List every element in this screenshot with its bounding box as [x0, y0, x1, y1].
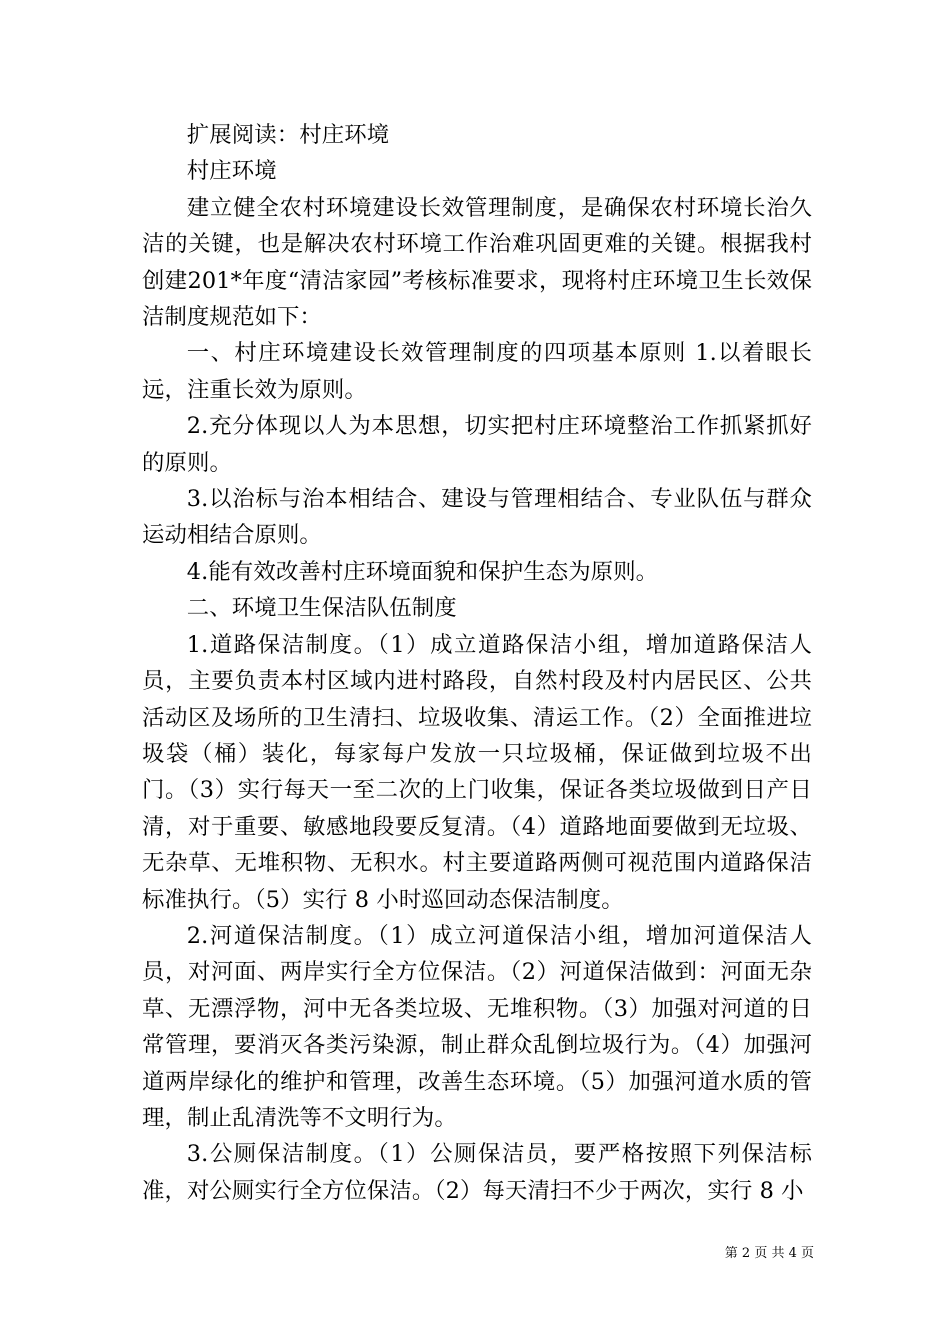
- paragraph-road-cleaning: 1.道路保洁制度。（1）成立道路保洁小组，增加道路保洁人员，主要负责本村区域内进村路段，自然村段及村内居民区、公共活动区及场所的卫生清扫、垃圾收集、清运工作。（2）全面推进垃圾袋（桶）装化，每家每户发放一只垃圾桶，保证做到垃圾不出门。（3）实行每天一至二次的上门收集，保证各类垃圾做到日产日清，对于重要、敏感地段要反复清。（4）道路地面要做到无垃圾、无杂草、无堆积物、无积水。村主要道路两侧可视范围内道路保洁标准执行。（5）实行 8 小时巡回动态保洁制度。: [142, 631, 812, 913]
- paragraph-title: 村庄环境: [186, 158, 277, 185]
- paragraph-principle-3: 3.以治标与治本相结合、建设与管理相结合、专业队伍与群众运动相结合原则。: [142, 486, 812, 549]
- document-body: [142, 117, 812, 1209]
- paragraph-principle-2: 2.充分体现以人为本思想，切实把村庄环境整治工作抓紧抓好的原则。: [142, 413, 812, 476]
- paragraph-section-two: 二、环境卫生保洁队伍制度: [186, 595, 457, 622]
- paragraph-extended-reading-heading: 扩展阅读：村庄环境: [186, 122, 390, 148]
- paragraph-river-cleaning: 2.河道保洁制度。（1）成立河道保洁小组，增加河道保洁人员，对河面、两岸实行全方位保洁。（2）河道保洁做到：河面无杂草、无漂浮物，河中无各类垃圾、无堆积物。（3）加强对河道的日常管理，要消灭各类污染源，制止群众乱倒垃圾行为。（4）加强河道两岸绿化的维护和管理，改善生态环境。（5）加强河道水质的管理，制止乱清洗等不文明行为。: [142, 922, 812, 1131]
- paragraph-intro: 建立健全农村环境建设长效管理制度，是确保农村环境长治久洁的关键，也是解决农村环境工作治难巩固更难的关键。根据我村创建201*年度“清洁家园”考核标准要求，现将村庄环境卫生长效保洁制度规范如下：: [142, 194, 812, 331]
- paragraph-section-one: 一、村庄环境建设长效管理制度的四项基本原则 1.以着眼长远，注重长效为原则。: [142, 340, 812, 403]
- page-number: 第 2 页 共 4 页: [724, 1246, 814, 1261]
- paragraph-principle-4: 4.能有效改善村庄环境面貌和保护生态为原则。: [186, 558, 659, 585]
- paragraph-toilet-cleaning: 3.公厕保洁制度。（1）公厕保洁员，要严格按照下列保洁标准，对公厕实行全方位保洁。（2）每天清扫不少于两次，实行 8 小: [142, 1141, 812, 1204]
